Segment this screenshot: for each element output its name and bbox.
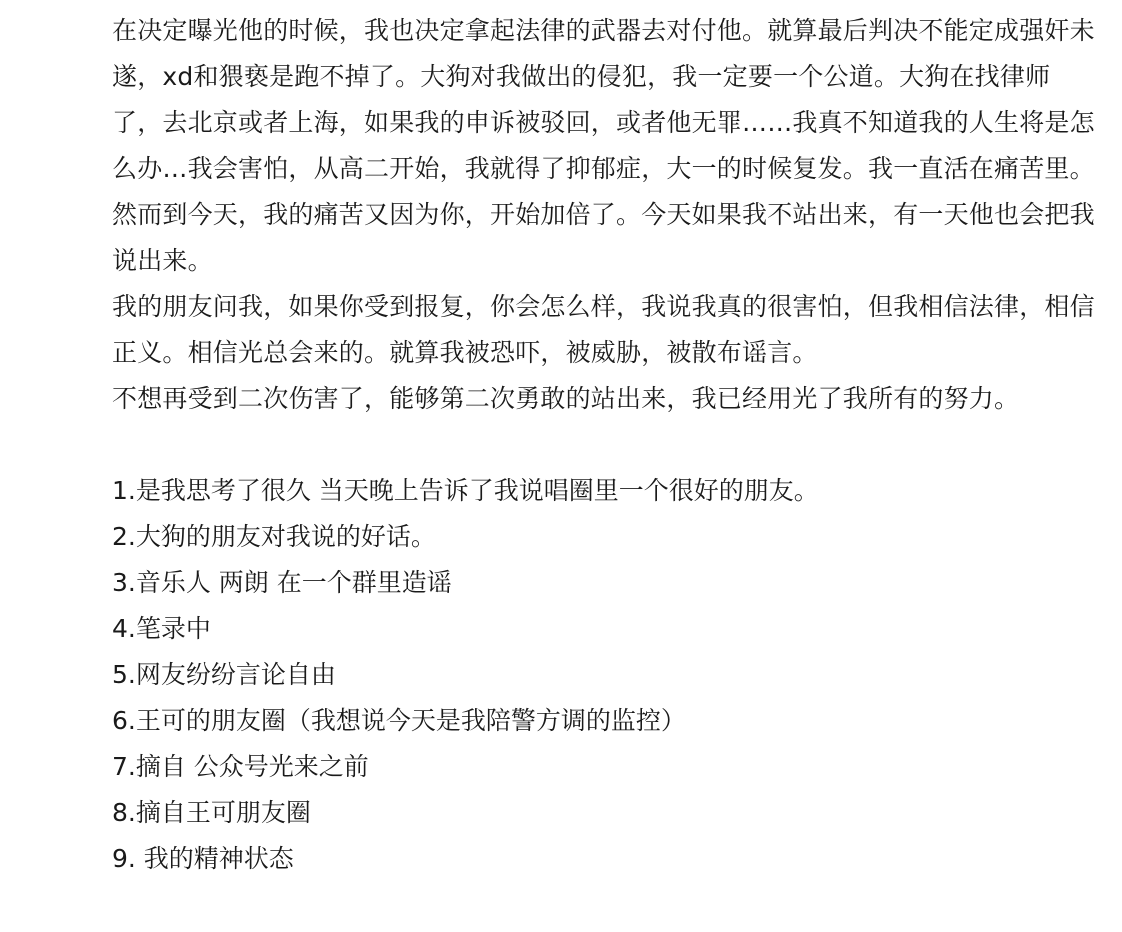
list-item: 3.音乐人 两朗 在一个群里造谣 (112, 568, 452, 597)
list-item: 7.摘自 公众号光来之前 (112, 752, 369, 781)
list-item: 9. 我的精神状态 (112, 844, 294, 873)
list-item: 6.王可的朋友圈（我想说今天是我陪警方调的监控） (112, 706, 686, 735)
list-item: 1.是我思考了很久 当天晚上告诉了我说唱圈里一个很好的朋友。 (112, 476, 819, 505)
list-item: 2.大狗的朋友对我说的好话。 (112, 522, 436, 551)
list-item: 5.网友纷纷言论自由 (112, 660, 336, 689)
list-item: 8.摘自王可朋友圈 (112, 798, 311, 827)
list-item: 4.笔录中 (112, 614, 211, 643)
article-body (112, 8, 1097, 882)
image-caption-list (112, 468, 1097, 882)
paragraph-3: 不想再受到二次伤害了，能够第二次勇敢的站出来，我已经用光了我所有的努力。 (112, 384, 1020, 413)
paragraph-spacer (112, 422, 1097, 468)
paragraph-2: 我的朋友问我，如果你受到报复，你会怎么样，我说我真的很害怕，但我相信法律，相信正义。相信光总会来的。就算我被恐吓，被威胁，被散布谣言。 (112, 292, 1095, 367)
paragraph-1: 在决定曝光他的时候，我也决定拿起法律的武器去对付他。就算最后判决不能定成强奸未遂，xd和猥亵是跑不掉了。大狗对我做出的侵犯，我一定要一个公道。大狗在找律师了，去北京或者上海，如果我的申诉被驳回，或者他无罪……我真不知道我的人生将是怎么办…我会害怕，从高二开始，我就得了抑郁症，大一的时候复发。我一直活在痛苦里。然而到今天，我的痛苦又因为你，开始加倍了。今天如果我不站出来，有一天他也会把我说出来。 (112, 16, 1095, 275)
